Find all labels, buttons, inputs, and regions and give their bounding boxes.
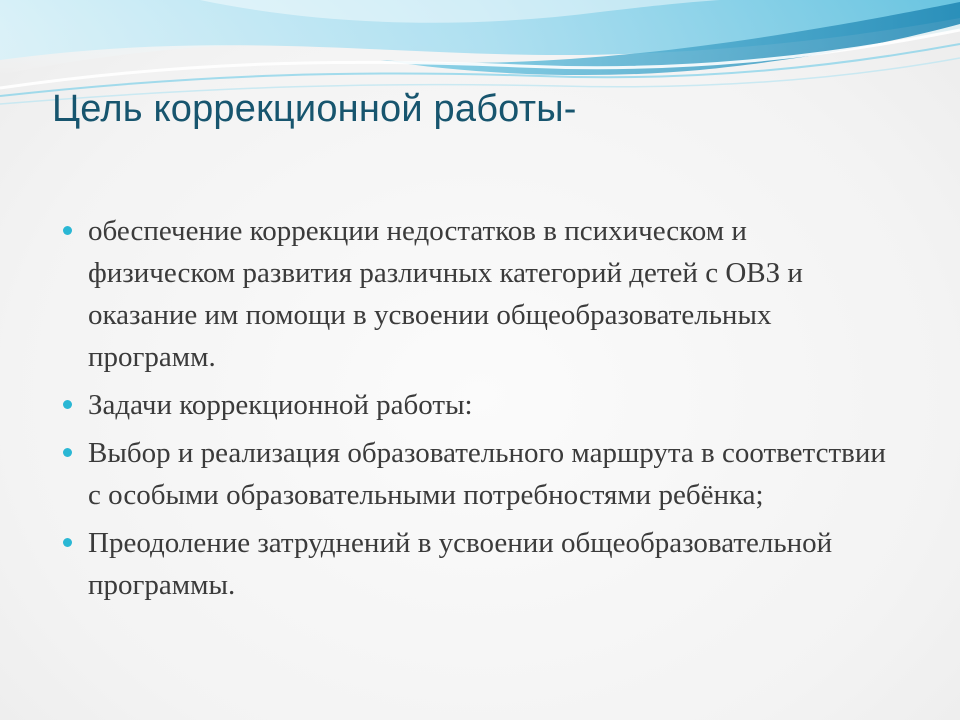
bullet-text: обеспечение коррекции недостатков в психическом и физическом развития различных категорий детей с ОВЗ и оказание им помощи в усвоении общеобразовательных программ. bbox=[88, 215, 803, 373]
list-item bbox=[60, 432, 900, 516]
bullet-list bbox=[60, 210, 900, 612]
list-item bbox=[60, 522, 900, 606]
list-item bbox=[60, 210, 900, 378]
bullet-dot-icon bbox=[63, 448, 72, 457]
bullet-dot-icon bbox=[63, 226, 72, 235]
list-item bbox=[60, 384, 900, 426]
bullet-text: Преодоление затруднений в усвоении общеобразовательной программы. bbox=[88, 527, 833, 601]
bullet-dot-icon bbox=[63, 400, 72, 409]
slide-title: Цель коррекционной работы- bbox=[52, 88, 577, 130]
bullet-text: Выбор и реализация образовательного маршрута в соответствии с особыми образовательными потребностями ребёнка; bbox=[88, 437, 886, 511]
bullet-dot-icon bbox=[63, 538, 72, 547]
bullet-text: Задачи коррекционной работы: bbox=[88, 389, 473, 421]
